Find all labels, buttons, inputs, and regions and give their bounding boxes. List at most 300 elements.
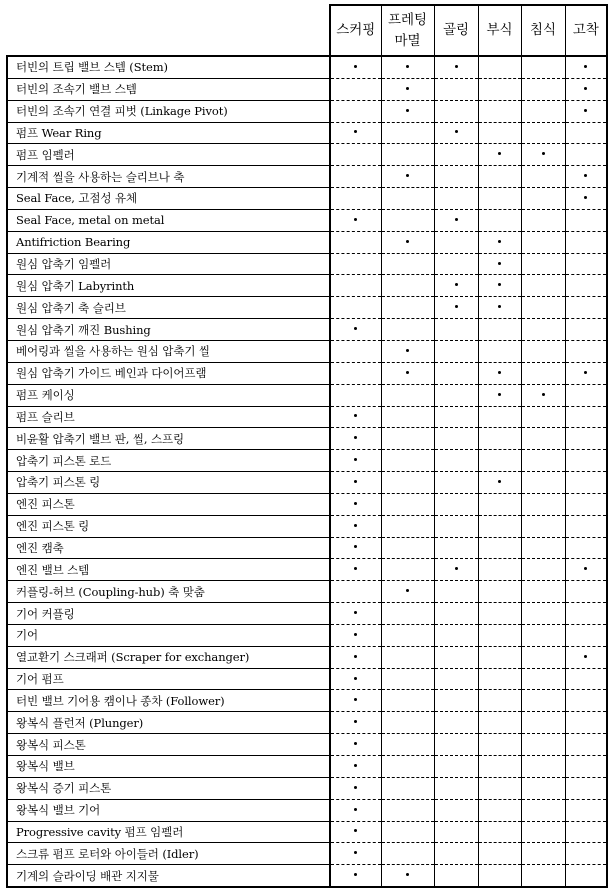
cell-corrosion — [478, 668, 521, 690]
cell-galling — [434, 515, 478, 537]
cell-corrosion — [478, 319, 521, 341]
cell-fretting — [381, 100, 434, 122]
table-row — [7, 843, 607, 865]
component-name: 열교환기 스크래퍼 (Scraper for exchanger) — [7, 646, 330, 668]
table-row — [7, 799, 607, 821]
applicable-mark — [584, 567, 587, 570]
cell-seizure — [565, 756, 607, 778]
applicable-mark — [498, 393, 501, 396]
applicable-mark — [354, 655, 357, 658]
cell-seizure — [565, 624, 607, 646]
cell-scuffing — [330, 275, 381, 297]
applicable-mark — [406, 65, 409, 68]
header-corrosion — [478, 5, 521, 56]
cell-corrosion — [478, 362, 521, 384]
applicable-mark — [354, 633, 357, 636]
cell-seizure — [565, 406, 607, 428]
cell-erosion — [521, 100, 565, 122]
cell-fretting — [381, 406, 434, 428]
applicable-mark — [406, 87, 409, 90]
component-name: 압축기 피스톤 로드 — [7, 450, 330, 472]
cell-galling — [434, 603, 478, 625]
cell-erosion — [521, 166, 565, 188]
table-row — [7, 734, 607, 756]
cell-seizure — [565, 231, 607, 253]
cell-seizure — [565, 646, 607, 668]
cell-corrosion — [478, 384, 521, 406]
applicable-mark — [354, 458, 357, 461]
cell-fretting — [381, 144, 434, 166]
cell-galling — [434, 384, 478, 406]
table-row — [7, 581, 607, 603]
component-name: 기어 펌프 — [7, 668, 330, 690]
cell-seizure — [565, 865, 607, 887]
cell-scuffing — [330, 56, 381, 78]
cell-galling — [434, 799, 478, 821]
applicable-mark — [354, 764, 357, 767]
cell-scuffing — [330, 690, 381, 712]
cell-corrosion — [478, 821, 521, 843]
cell-corrosion — [478, 144, 521, 166]
applicable-mark — [406, 109, 409, 112]
component-name: 왕복식 밸브 — [7, 756, 330, 778]
component-name: 엔진 피스톤 링 — [7, 515, 330, 537]
cell-seizure — [565, 493, 607, 515]
component-name: 비윤활 압축기 밸브 판, 씰, 스프링 — [7, 428, 330, 450]
cell-scuffing — [330, 603, 381, 625]
cell-galling — [434, 362, 478, 384]
applicable-mark — [498, 480, 501, 483]
cell-fretting — [381, 799, 434, 821]
cell-seizure — [565, 428, 607, 450]
component-name: 왕복식 밸브 기어 — [7, 799, 330, 821]
cell-fretting — [381, 297, 434, 319]
cell-galling — [434, 668, 478, 690]
cell-seizure — [565, 209, 607, 231]
applicable-mark — [406, 174, 409, 177]
table-row — [7, 56, 607, 78]
cell-seizure — [565, 581, 607, 603]
cell-erosion — [521, 340, 565, 362]
cell-erosion — [521, 275, 565, 297]
cell-erosion — [521, 865, 565, 887]
cell-erosion — [521, 209, 565, 231]
cell-erosion — [521, 756, 565, 778]
cell-seizure — [565, 537, 607, 559]
table-row — [7, 384, 607, 406]
cell-seizure — [565, 799, 607, 821]
cell-galling — [434, 209, 478, 231]
cell-galling — [434, 756, 478, 778]
table-row — [7, 275, 607, 297]
cell-galling — [434, 78, 478, 100]
cell-galling — [434, 166, 478, 188]
applicable-mark — [498, 152, 501, 155]
cell-seizure — [565, 78, 607, 100]
header-corner-cell — [7, 5, 330, 56]
table-row — [7, 472, 607, 494]
cell-galling — [434, 865, 478, 887]
cell-corrosion — [478, 209, 521, 231]
applicable-mark — [406, 589, 409, 592]
cell-fretting — [381, 56, 434, 78]
applicable-mark — [584, 174, 587, 177]
applicable-mark — [498, 305, 501, 308]
cell-seizure — [565, 122, 607, 144]
cell-scuffing — [330, 340, 381, 362]
cell-corrosion — [478, 231, 521, 253]
table-row — [7, 559, 607, 581]
cell-erosion — [521, 144, 565, 166]
cell-corrosion — [478, 756, 521, 778]
cell-erosion — [521, 406, 565, 428]
component-name: Seal Face, metal on metal — [7, 209, 330, 231]
cell-galling — [434, 275, 478, 297]
cell-corrosion — [478, 340, 521, 362]
cell-scuffing — [330, 624, 381, 646]
cell-galling — [434, 624, 478, 646]
cell-seizure — [565, 843, 607, 865]
table-row — [7, 712, 607, 734]
applicable-mark — [455, 305, 458, 308]
cell-corrosion — [478, 428, 521, 450]
cell-seizure — [565, 821, 607, 843]
component-name: 왕복식 증기 피스톤 — [7, 777, 330, 799]
applicable-mark — [498, 240, 501, 243]
header-scuffing — [330, 5, 381, 56]
component-name: 원심 압축기 가이드 베인과 다이어프램 — [7, 362, 330, 384]
cell-scuffing — [330, 253, 381, 275]
cell-seizure — [565, 166, 607, 188]
cell-fretting — [381, 122, 434, 144]
cell-fretting — [381, 777, 434, 799]
applicable-mark — [354, 742, 357, 745]
cell-fretting — [381, 275, 434, 297]
cell-galling — [434, 843, 478, 865]
cell-erosion — [521, 668, 565, 690]
cell-corrosion — [478, 559, 521, 581]
component-name: 기계의 슬라이딩 배관 지지물 — [7, 865, 330, 887]
table-row — [7, 777, 607, 799]
cell-corrosion — [478, 624, 521, 646]
component-name: 커플링-허브 (Coupling-hub) 축 맞춤 — [7, 581, 330, 603]
component-name: 왕복식 플런저 (Plunger) — [7, 712, 330, 734]
cell-fretting — [381, 319, 434, 341]
component-name: 엔진 캠축 — [7, 537, 330, 559]
cell-galling — [434, 122, 478, 144]
cell-erosion — [521, 188, 565, 210]
cell-scuffing — [330, 756, 381, 778]
cell-fretting — [381, 712, 434, 734]
cell-galling — [434, 319, 478, 341]
cell-fretting — [381, 384, 434, 406]
table-row — [7, 624, 607, 646]
cell-galling — [434, 581, 478, 603]
cell-seizure — [565, 384, 607, 406]
cell-scuffing — [330, 450, 381, 472]
table-row — [7, 603, 607, 625]
component-name: 터빈의 트립 밸브 스템 (Stem) — [7, 56, 330, 78]
cell-galling — [434, 340, 478, 362]
cell-corrosion — [478, 799, 521, 821]
cell-corrosion — [478, 275, 521, 297]
component-name: 펌프 케이싱 — [7, 384, 330, 406]
applicable-mark — [584, 109, 587, 112]
applicable-mark — [406, 240, 409, 243]
cell-scuffing — [330, 428, 381, 450]
cell-erosion — [521, 712, 565, 734]
cell-galling — [434, 406, 478, 428]
cell-galling — [434, 646, 478, 668]
cell-corrosion — [478, 734, 521, 756]
cell-seizure — [565, 362, 607, 384]
cell-fretting — [381, 253, 434, 275]
cell-erosion — [521, 319, 565, 341]
cell-fretting — [381, 78, 434, 100]
cell-scuffing — [330, 144, 381, 166]
cell-galling — [434, 231, 478, 253]
cell-scuffing — [330, 406, 381, 428]
cell-corrosion — [478, 865, 521, 887]
cell-corrosion — [478, 78, 521, 100]
cell-scuffing — [330, 559, 381, 581]
cell-seizure — [565, 188, 607, 210]
table-row — [7, 188, 607, 210]
cell-galling — [434, 734, 478, 756]
table-body — [7, 56, 607, 887]
component-name: 기계적 씰을 사용하는 슬리브나 축 — [7, 166, 330, 188]
cell-corrosion — [478, 406, 521, 428]
cell-erosion — [521, 515, 565, 537]
header-scuffing-label: 스커핑 — [336, 22, 376, 38]
component-name: 베어링과 씰을 사용하는 원심 압축기 씰 — [7, 340, 330, 362]
cell-erosion — [521, 559, 565, 581]
cell-scuffing — [330, 493, 381, 515]
applicable-mark — [354, 720, 357, 723]
cell-seizure — [565, 297, 607, 319]
table-row — [7, 144, 607, 166]
cell-corrosion — [478, 253, 521, 275]
cell-scuffing — [330, 581, 381, 603]
cell-corrosion — [478, 603, 521, 625]
cell-erosion — [521, 603, 565, 625]
component-name: 기어 — [7, 624, 330, 646]
cell-scuffing — [330, 100, 381, 122]
cell-scuffing — [330, 515, 381, 537]
table-row — [7, 537, 607, 559]
cell-erosion — [521, 624, 565, 646]
component-name: 스크류 펌프 로터와 아이들러 (Idler) — [7, 843, 330, 865]
component-name: Progressive cavity 펌프 임펠러 — [7, 821, 330, 843]
cell-erosion — [521, 122, 565, 144]
header-fretting-label: 마멸 — [394, 32, 421, 49]
cell-erosion — [521, 231, 565, 253]
applicable-mark — [542, 393, 545, 396]
applicable-mark — [354, 611, 357, 614]
cell-galling — [434, 253, 478, 275]
applicable-mark — [354, 218, 357, 221]
cell-scuffing — [330, 362, 381, 384]
cell-erosion — [521, 493, 565, 515]
component-name: 터빈의 조속기 밸브 스템 — [7, 78, 330, 100]
cell-scuffing — [330, 734, 381, 756]
wear-mechanism-table — [6, 4, 608, 888]
cell-galling — [434, 56, 478, 78]
cell-seizure — [565, 56, 607, 78]
table-row — [7, 253, 607, 275]
applicable-mark — [498, 283, 501, 286]
header-seizure-label: 고착 — [572, 22, 599, 38]
cell-galling — [434, 472, 478, 494]
cell-fretting — [381, 756, 434, 778]
cell-corrosion — [478, 100, 521, 122]
table-row — [7, 493, 607, 515]
cell-seizure — [565, 253, 607, 275]
cell-fretting — [381, 865, 434, 887]
cell-erosion — [521, 297, 565, 319]
applicable-mark — [584, 655, 587, 658]
applicable-mark — [455, 130, 458, 133]
cell-galling — [434, 821, 478, 843]
cell-fretting — [381, 668, 434, 690]
cell-erosion — [521, 384, 565, 406]
cell-seizure — [565, 559, 607, 581]
cell-fretting — [381, 646, 434, 668]
cell-corrosion — [478, 472, 521, 494]
cell-fretting — [381, 537, 434, 559]
cell-galling — [434, 777, 478, 799]
cell-fretting — [381, 581, 434, 603]
component-name: 펌프 슬리브 — [7, 406, 330, 428]
applicable-mark — [542, 152, 545, 155]
component-name: 펌프 Wear Ring — [7, 122, 330, 144]
applicable-mark — [354, 327, 357, 330]
table-row — [7, 515, 607, 537]
applicable-mark — [354, 808, 357, 811]
cell-seizure — [565, 515, 607, 537]
cell-erosion — [521, 646, 565, 668]
cell-erosion — [521, 537, 565, 559]
cell-erosion — [521, 56, 565, 78]
table-row — [7, 122, 607, 144]
cell-seizure — [565, 777, 607, 799]
cell-corrosion — [478, 297, 521, 319]
header-erosion-label: 침식 — [529, 22, 557, 38]
component-name: Antifriction Bearing — [7, 231, 330, 253]
applicable-mark — [455, 65, 458, 68]
component-name: 엔진 피스톤 — [7, 493, 330, 515]
cell-fretting — [381, 690, 434, 712]
cell-erosion — [521, 821, 565, 843]
cell-scuffing — [330, 821, 381, 843]
cell-seizure — [565, 712, 607, 734]
cell-seizure — [565, 690, 607, 712]
cell-erosion — [521, 843, 565, 865]
cell-fretting — [381, 515, 434, 537]
component-name: 왕복식 피스톤 — [7, 734, 330, 756]
component-name: 원심 압축기 Labyrinth — [7, 275, 330, 297]
table-row — [7, 231, 607, 253]
cell-erosion — [521, 450, 565, 472]
table-row — [7, 100, 607, 122]
cell-corrosion — [478, 122, 521, 144]
cell-corrosion — [478, 581, 521, 603]
cell-scuffing — [330, 319, 381, 341]
cell-scuffing — [330, 297, 381, 319]
table-row — [7, 865, 607, 887]
applicable-mark — [455, 283, 458, 286]
cell-seizure — [565, 734, 607, 756]
applicable-mark — [406, 371, 409, 374]
cell-seizure — [565, 472, 607, 494]
cell-erosion — [521, 690, 565, 712]
applicable-mark — [584, 371, 587, 374]
cell-scuffing — [330, 777, 381, 799]
component-name: 원심 압축기 축 슬리브 — [7, 297, 330, 319]
cell-scuffing — [330, 712, 381, 734]
cell-fretting — [381, 231, 434, 253]
cell-galling — [434, 537, 478, 559]
cell-scuffing — [330, 646, 381, 668]
cell-galling — [434, 144, 478, 166]
header-galling-label: 골링 — [442, 22, 470, 38]
cell-seizure — [565, 275, 607, 297]
cell-erosion — [521, 777, 565, 799]
applicable-mark — [354, 698, 357, 701]
table-row — [7, 821, 607, 843]
cell-scuffing — [330, 188, 381, 210]
cell-corrosion — [478, 646, 521, 668]
cell-fretting — [381, 603, 434, 625]
cell-galling — [434, 450, 478, 472]
applicable-mark — [584, 87, 587, 90]
applicable-mark — [354, 524, 357, 527]
table-row — [7, 756, 607, 778]
applicable-mark — [354, 545, 357, 548]
applicable-mark — [498, 371, 501, 374]
component-name: 기어 커플링 — [7, 603, 330, 625]
cell-seizure — [565, 319, 607, 341]
applicable-mark — [354, 480, 357, 483]
cell-corrosion — [478, 537, 521, 559]
cell-corrosion — [478, 493, 521, 515]
cell-scuffing — [330, 209, 381, 231]
applicable-mark — [354, 567, 357, 570]
cell-scuffing — [330, 384, 381, 406]
cell-scuffing — [330, 865, 381, 887]
applicable-mark — [584, 196, 587, 199]
cell-fretting — [381, 340, 434, 362]
table-row — [7, 362, 607, 384]
applicable-mark — [455, 567, 458, 570]
cell-corrosion — [478, 515, 521, 537]
cell-scuffing — [330, 799, 381, 821]
table-row — [7, 428, 607, 450]
cell-corrosion — [478, 166, 521, 188]
header-corrosion-label: 부식 — [486, 22, 513, 38]
cell-scuffing — [330, 231, 381, 253]
cell-seizure — [565, 100, 607, 122]
cell-corrosion — [478, 690, 521, 712]
cell-seizure — [565, 144, 607, 166]
cell-fretting — [381, 450, 434, 472]
applicable-mark — [354, 829, 357, 832]
applicable-mark — [354, 436, 357, 439]
cell-erosion — [521, 472, 565, 494]
cell-erosion — [521, 78, 565, 100]
table-row — [7, 78, 607, 100]
cell-scuffing — [330, 472, 381, 494]
